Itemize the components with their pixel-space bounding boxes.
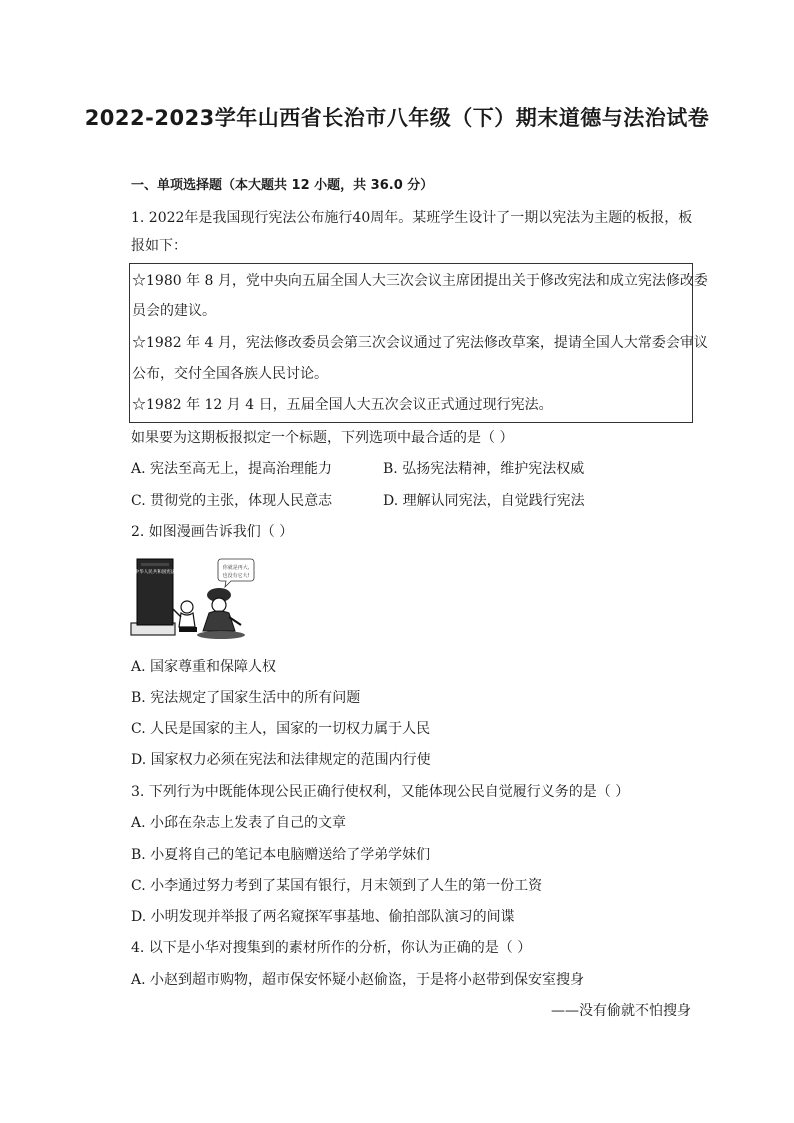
q2-stem: 2. 如图漫画告诉我们（ ） <box>131 524 294 540</box>
q1-stem-line1: 1. 2022年是我国现行宪法公布施行40周年。某班学生设计了一期以宪法为主题的板报，板 <box>131 210 693 226</box>
box-line: ☆1980 年 8 月，党中央向五届全国人大三次会议主席团提出关于修改宪法和成立宪法修改委 <box>132 273 708 289</box>
q1-board-box <box>129 263 708 423</box>
q1-option-d[interactable]: D. 理解认同宪法，自觉践行宪法 <box>383 493 585 509</box>
q4-option-a[interactable]: A. 小赵到超市购物，超市保安怀疑小赵偷盗，于是将小赵带到保安室搜身 <box>131 972 585 988</box>
bubble-text-line2: 也没有它大! <box>222 573 250 579</box>
q2-option-a[interactable]: A. 国家尊重和保障人权 <box>131 659 277 675</box>
q1-option-a[interactable]: A. 宪法至高无上，提高治理能力 <box>131 461 333 477</box>
q3-stem: 3. 下列行为中既能体现公民正确行使权利，又能体现公民自觉履行义务的是（ ） <box>131 784 630 800</box>
q3-option-d[interactable]: D. 小明发现并举报了两名窥探军事基地、偷拍部队演习的间谍 <box>131 909 515 925</box>
box-line: 员会的建议。 <box>132 303 216 319</box>
q3-option-b[interactable]: B. 小夏将自己的笔记本电脑赠送给了学弟学妹们 <box>131 847 431 863</box>
q2-option-b[interactable]: B. 宪法规定了国家生活中的所有问题 <box>131 690 361 706</box>
q1-option-b[interactable]: B. 弘扬宪法精神，维护宪法权威 <box>383 461 585 477</box>
q4-option-a-comment: ——没有偷就不怕搜身 <box>551 1003 691 1019</box>
book-label: 中华人民共和国宪法 <box>134 570 176 575</box>
exam-title: 2022-2023学年山西省长治市八年级（下）期末道德与法治试卷 <box>84 106 710 130</box>
box-line: ☆1982 年 12 月 4 日，五届全国人大五次会议正式通过现行宪法。 <box>132 397 553 413</box>
q3-option-c[interactable]: C. 小李通过努力考到了某国有银行，月末领到了人生的第一份工资 <box>131 878 543 894</box>
bubble-text-line1: 你就是再大, <box>222 565 250 571</box>
section-heading: 一、单项选择题（本大题共 12 小题，共 36.0 分） <box>131 178 434 193</box>
constitution-cartoon-image <box>129 557 257 642</box>
q2-option-c[interactable]: C. 人民是国家的主人，国家的一切权力属于人民 <box>131 721 431 737</box>
q1-option-c[interactable]: C. 贯彻党的主张，体现人民意志 <box>131 493 333 509</box>
box-line: ☆1982 年 4 月，宪法修改委员会第三次会议通过了宪法修改草案，提请全国人大常委会审议 <box>132 335 708 351</box>
q1-stem-line2: 报如下： <box>131 238 187 254</box>
q4-stem: 4. 以下是小华对搜集到的素材所作的分析，你认为正确的是（ ） <box>131 940 532 956</box>
q1-question: 如果要为这期板报拟定一个标题，下列选项中最合适的是（ ） <box>131 430 514 446</box>
box-line: 公布，交付全国各族人民讨论。 <box>132 366 328 382</box>
q3-option-a[interactable]: A. 小邱在杂志上发表了自己的文章 <box>131 815 347 831</box>
q2-option-d[interactable]: D. 国家权力必须在宪法和法律规定的范围内行使 <box>131 752 431 768</box>
